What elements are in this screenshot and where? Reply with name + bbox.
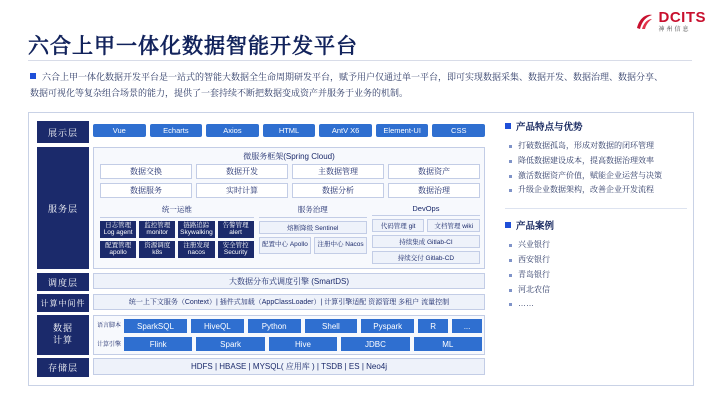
layer-label-presentation: [37, 121, 89, 143]
service-cell-master-data[interactable]: 主数据管理: [292, 164, 384, 179]
title-divider: [28, 60, 692, 61]
layer-label-text: 服务层: [47, 203, 78, 214]
list-item: 西安银行: [509, 253, 687, 268]
service-grid-row: [100, 183, 480, 198]
list-item: 降低数据建设成本，提高数据治理效率: [509, 154, 687, 169]
devops-cell-wiki[interactable]: 文档管理 wiki: [427, 219, 480, 232]
layer-label-text: 展示层: [47, 127, 78, 138]
devops-title: DevOps: [372, 204, 480, 216]
tech-chip-echarts[interactable]: Echarts: [150, 124, 203, 137]
service-cell-data-asset[interactable]: 数据资产: [388, 164, 480, 179]
advantages-list: [509, 139, 687, 198]
service-cell-data-dev[interactable]: 数据开发: [196, 164, 288, 179]
tech-chip-html[interactable]: HTML: [263, 124, 316, 137]
governance-cell-sentinel[interactable]: 熔断降级 Sentinel: [259, 221, 367, 234]
ops-cell-registry[interactable]: 注册发现 nacos: [178, 241, 214, 258]
ops-cell-monitor[interactable]: 监控管理 monitor: [139, 221, 175, 238]
layer-label-storage: [37, 358, 89, 377]
architecture-diagram: [28, 112, 694, 386]
script-cell-shell[interactable]: Shell: [305, 319, 358, 333]
ops-cell-security[interactable]: 安全管控 Security: [218, 241, 254, 258]
layer-label-text: 计算中间件: [40, 298, 86, 308]
devops-cell-git[interactable]: 代码管理 git: [372, 219, 425, 232]
brand-sub: 神州信息: [658, 27, 691, 33]
layer-label-schedule: [37, 273, 89, 291]
schedule-bar[interactable]: 大数据分布式调度引擎 (SmartDS): [93, 273, 485, 289]
service-cell-realtime[interactable]: 实时计算: [196, 183, 288, 198]
unified-ops-block: [100, 204, 254, 264]
advantages-title-text: 产品特点与优势: [516, 122, 583, 133]
layer-label-text: 调度层: [47, 277, 78, 288]
service-cell-data-exchange[interactable]: 数据交换: [100, 164, 192, 179]
square-bullet-icon: [505, 123, 511, 129]
engine-cell-spark[interactable]: Spark: [196, 337, 264, 351]
engine-cell-flink[interactable]: Flink: [124, 337, 192, 351]
layer-label-compute: [37, 315, 89, 355]
list-item: 青岛银行: [509, 268, 687, 283]
brand-name: DCITS: [658, 9, 706, 26]
script-cell-r[interactable]: R: [418, 319, 448, 333]
devops-cell-ci[interactable]: 持续集成 Gitlab-CI: [372, 235, 480, 248]
script-cell-hiveql[interactable]: HiveQL: [191, 319, 244, 333]
governance-cell-nacos[interactable]: 注册中心 Nacos: [314, 237, 367, 254]
service-cell-data-service[interactable]: 数据服务: [100, 183, 192, 198]
storage-bar[interactable]: HDFS | HBASE | MYSQL( 应用库 ) | TSDB | ES | Neo4j: [93, 358, 485, 375]
list-item: 激活数据资产价值，赋能企业运营与决策: [509, 169, 687, 184]
engine-cell-jdbc[interactable]: JDBC: [341, 337, 409, 351]
compute-row-label-engine: 计算引擎: [96, 342, 121, 349]
brand-logo: [634, 10, 707, 33]
cases-section: [505, 208, 687, 312]
devops-block: [372, 204, 480, 264]
compute-row-label-script: 语言脚本: [96, 323, 121, 330]
dcits-logo-icon: [634, 12, 654, 32]
presentation-row: [93, 124, 485, 137]
diagram-left: [29, 113, 499, 385]
tech-chip-elementui[interactable]: Element-UI: [376, 124, 429, 137]
engine-cell-hive[interactable]: Hive: [269, 337, 337, 351]
script-cell-python[interactable]: Python: [248, 319, 301, 333]
service-governance-title: 服务治理: [259, 204, 367, 218]
diagram-right-panel: [505, 119, 687, 379]
ops-cell-log[interactable]: 日志管理 Log agent: [100, 221, 136, 238]
unified-ops-title: 统一运维: [100, 204, 254, 218]
middleware-bar[interactable]: 统一上下文服务（Context）| 插件式加载（AppClassLoader）| 计算引擎适配 资源管理 多租户 流量控制: [93, 294, 485, 310]
service-grid-row: [100, 164, 480, 179]
tech-chip-axios[interactable]: Axios: [206, 124, 259, 137]
script-cell-pyspark[interactable]: Pyspark: [361, 319, 414, 333]
devops-cell-cd[interactable]: 持续交付 Gitlab-CD: [372, 251, 480, 264]
service-governance-block: [259, 204, 367, 264]
tech-chip-css[interactable]: CSS: [432, 124, 485, 137]
layer-label-middleware: [37, 294, 89, 312]
list-item: 兴业银行: [509, 238, 687, 253]
cases-title: [505, 218, 687, 232]
layer-label-text: 存储层: [47, 363, 78, 373]
service-cell-data-analysis[interactable]: 数据分析: [292, 183, 384, 198]
list-item: ……: [509, 297, 687, 312]
ops-cell-trace[interactable]: 链路追踪 Skywalking: [178, 221, 214, 238]
square-bullet-icon: [505, 222, 511, 228]
service-layer-box: [93, 147, 485, 269]
bullet-icon: [30, 73, 36, 79]
cases-title-text: 产品案例: [516, 221, 555, 233]
list-item: 打破数据孤岛，形成对数据的闭环管理: [509, 139, 687, 154]
microservice-framework-title: 微服务框架(Spring Cloud): [243, 152, 335, 161]
layer-label-service: [37, 147, 89, 269]
tech-chip-antv[interactable]: AntV X6: [319, 124, 372, 137]
ops-cell-config[interactable]: 配置管理 apollo: [100, 241, 136, 258]
ops-cell-alert[interactable]: 告警管理 alert: [218, 221, 254, 238]
list-item: 升级企业数据架构，改善企业开发流程: [509, 183, 687, 198]
compute-script-row: [124, 319, 482, 333]
script-cell-more[interactable]: ...: [452, 319, 482, 333]
compute-engine-row: [124, 337, 482, 351]
cases-list: [509, 238, 687, 312]
page-title: 六合上甲一体化数据智能开发平台: [28, 35, 358, 58]
advantages-title: [505, 119, 687, 133]
governance-cell-apollo[interactable]: 配置中心 Apollo: [259, 237, 312, 254]
ops-cell-resource[interactable]: 资源调度 k8s: [139, 241, 175, 258]
compute-layer-box: [93, 315, 485, 355]
intro-paragraph: [30, 70, 670, 102]
list-item: 河北农信: [509, 283, 687, 298]
service-cell-data-governance[interactable]: 数据治理: [388, 183, 480, 198]
engine-cell-ml[interactable]: ML: [414, 337, 482, 351]
layer-label-text2: 计算: [52, 335, 73, 345]
intro-text: 六合上甲一体化数据开发平台是一站式的智能大数据全生命周期研发平台，赋予用户仅通过单一平台，即可实现数据采集、数据开发、数据治理、数据分享、数据可视化等复杂组合场景的能力，提供了一套持续不断把数据变成资产并服务于业务的机制。: [30, 72, 664, 98]
tech-chip-vue[interactable]: Vue: [93, 124, 146, 137]
script-cell-sparksql[interactable]: SparkSQL: [124, 319, 187, 333]
layer-label-text: 数据: [52, 323, 73, 334]
